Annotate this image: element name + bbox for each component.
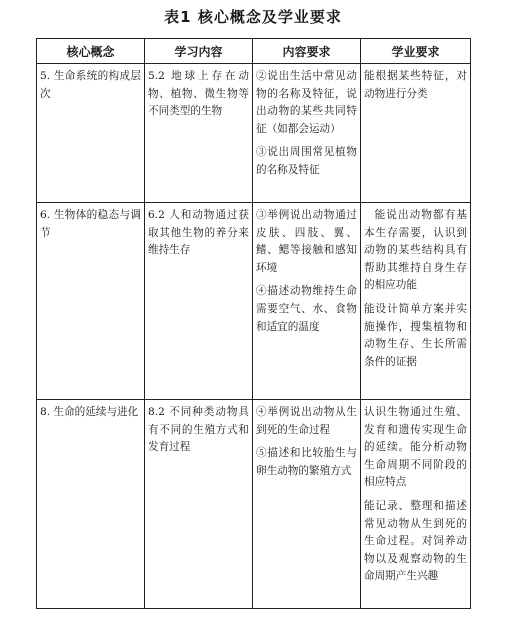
table-row [37, 400, 471, 609]
cell-concept: 5. 生命系统的构成层次 [37, 64, 145, 203]
requirement-item: ⑤描述和比较胎生与卵生动物的繁殖方式 [256, 447, 357, 477]
table-row [37, 203, 471, 400]
cell-content: 5.2 地球上存在动物、植物、微生物等不同类型的生物 [145, 64, 253, 203]
table-title: 表1 核心概念及学业要求 [164, 8, 342, 26]
table-header-row [37, 39, 471, 64]
cell-concept: 8. 生命的延续与进化 [37, 400, 145, 609]
cell-requirements [253, 64, 361, 203]
academic-item: 认识生物通过生殖、发育和遗传实现生命的延续。能分析动物生命周期不同阶段的相应特点 [364, 406, 467, 489]
requirement-item: ④描述动物维持生命需要空气、水、食物和适宜的温度 [256, 285, 357, 333]
cell-content: 6.2 人和动物通过获取其他生物的养分来维持生存 [145, 203, 253, 400]
core-concepts-table [36, 38, 471, 609]
requirement-item: ③说出周围常见植物的名称及特征 [256, 146, 357, 176]
cell-academic [361, 400, 471, 609]
requirement-item: ④举例说出动物从生到死的生命过程 [256, 406, 357, 436]
academic-item: 能根据某些特征，对动物进行分类 [364, 70, 467, 100]
cell-content: 8.2 不同种类动物具有不同的生殖方式和发育过程 [145, 400, 253, 609]
academic-item: 能记录、整理和描述常见动物从生到死的生命过程。对饲养动物以及观察动物的生命周期产生兴趣 [364, 499, 467, 583]
cell-concept: 6. 生物体的稳态与调节 [37, 203, 145, 400]
header-learning-content: 学习内容 [145, 39, 253, 64]
requirement-item: ②说出生活中常见动物的名称及特征，说出动物的某些共同特征（如都会运动） [256, 70, 357, 135]
table-row [37, 64, 471, 203]
cell-academic [361, 203, 471, 400]
academic-item: 能说出动物都有基本生存需要，认识到动物的某些结构具有帮助其维持自身生存的相应功能 [364, 209, 467, 292]
header-academic-requirements: 学业要求 [361, 39, 471, 64]
academic-item: 能设计简单方案并实施操作，搜集植物和动物生存、生长所需条件的证据 [364, 302, 467, 368]
cell-requirements [253, 400, 361, 609]
cell-academic [361, 64, 471, 203]
cell-requirements [253, 203, 361, 400]
header-content-requirements: 内容要求 [253, 39, 361, 64]
header-core-concept: 核心概念 [37, 39, 145, 64]
requirement-item: ③举例说出动物通过皮肤、四肢、翼、鳍、鳃等接触和感知环境 [256, 209, 357, 274]
